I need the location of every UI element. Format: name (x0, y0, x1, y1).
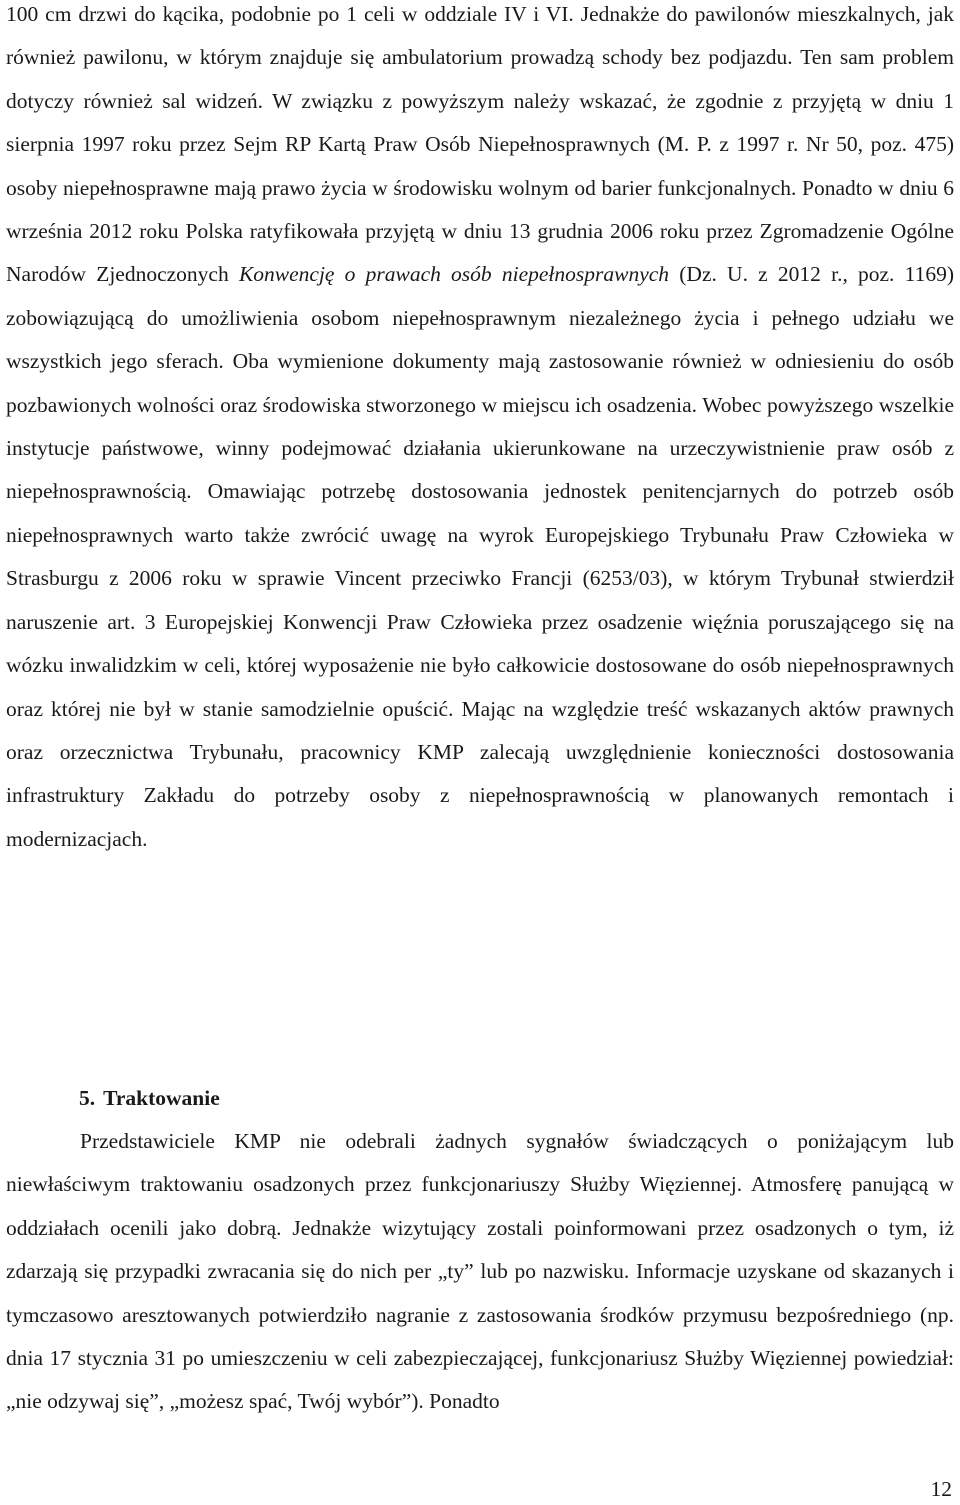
paragraph-text: 100 cm drzwi do kącika, podobnie po 1 celi w oddziale IV i VI. Jednakże do pawilonów mieszkalnych, jak również pawilonu, w którym znajduje się ambulatorium prowadzą schody bez podjazdu. Ten sam problem dotyczy również sal widzeń. W związku z powyższym należy wskazać, że zgodnie z przyjętą w dniu 1 sierpnia 1997 roku przez Sejm RP Kartą Praw Osób Niepełnosprawnych (M. P. z 1997 r. Nr 50, poz. 475) osoby niepełnosprawne mają prawo życia w środowisku wolnym od barier funkcjonalnych. Ponadto w dniu 6 września 2012 roku Polska ratyfikowała przyjętą w dniu 13 grudnia 2006 roku przez Zgromadzenie Ogólne Narodów Zjednoczonych (6, 2, 954, 287)
section-title: Traktowanie (103, 1086, 220, 1110)
body-paragraph: Przedstawiciele KMP nie odebrali żadnych sygnałów świadczących o poniżającym lub niewłaściwym traktowaniu osadzonych przez funkcjonariuszy Służby Więziennej. Atmosferę panującą w oddziałach ocenili jako dobrą. Jednakże wizytujący zostali poinformowani przez osadzonych o tym, iż zdarzają się przypadki zwracania się do nich per „ty” lub po nazwisku. Informacje uzyskane od skazanych i tymczasowo aresztowanych potwierdziło nagranie z zastosowania środków przymusu bezpośredniego (np. dnia 17 stycznia 31 po umieszczeniu w celi zabezpieczającej, funkcjonariusz Służby Więziennej powiedział: „nie odzywaj się”, „możesz spać, Twój wybór”). Ponadto (6, 1129, 954, 1414)
convention-title: Konwencję o prawach osób niepełnosprawnych (238, 262, 670, 287)
section-number: 5. (79, 1086, 96, 1110)
section-heading (79, 1080, 220, 1116)
body-paragraph (6, 0, 954, 861)
paragraph-text: (Dz. U. z 2012 r., poz. 1169) zobowiązującą do umożliwienia osobom niepełnosprawnym niezależnego życia i pełnego udziału we wszystkich jego sferach. Oba wymienione dokumenty mają zastosowanie również w odniesieniu do osób pozbawionych wolności oraz środowiska stworzonego w miejscu ich osadzenia. Wobec powyższego wszelkie instytucje państwowe, winny podejmować działania ukierunkowane na urzeczywistnienie praw osób z niepełnosprawnością. Omawiając potrzebę dostosowania jednostek penitencjarnych do potrzeb osób niepełnosprawnych warto także zwrócić uwagę na wyrok Europejskiego Trybunału Praw Człowieka w Strasburgu z 2006 roku w sprawie Vincent przeciwko Francji (6253/03), w którym Trybunał stwierdził naruszenie art. 3 Europejskiej Konwencji Praw Człowieka przez osadzenie więźnia poruszającego się na wózku inwalidzkim w celi, której wyposażenie nie było całkowicie dostosowane do osób niepełnosprawnych oraz której nie był w stanie samodzielnie opuścić. Mając na względzie treść wskazanych aktów prawnych oraz orzecznictwa Trybunału, pracownicy KMP zalecają uwzględnienie konieczności dostosowania infrastruktury Zakładu do potrzeby osoby z niepełnosprawnością w planowanych remontach i modernizacjach. (6, 262, 954, 851)
page-number: 12 (930, 1477, 952, 1501)
